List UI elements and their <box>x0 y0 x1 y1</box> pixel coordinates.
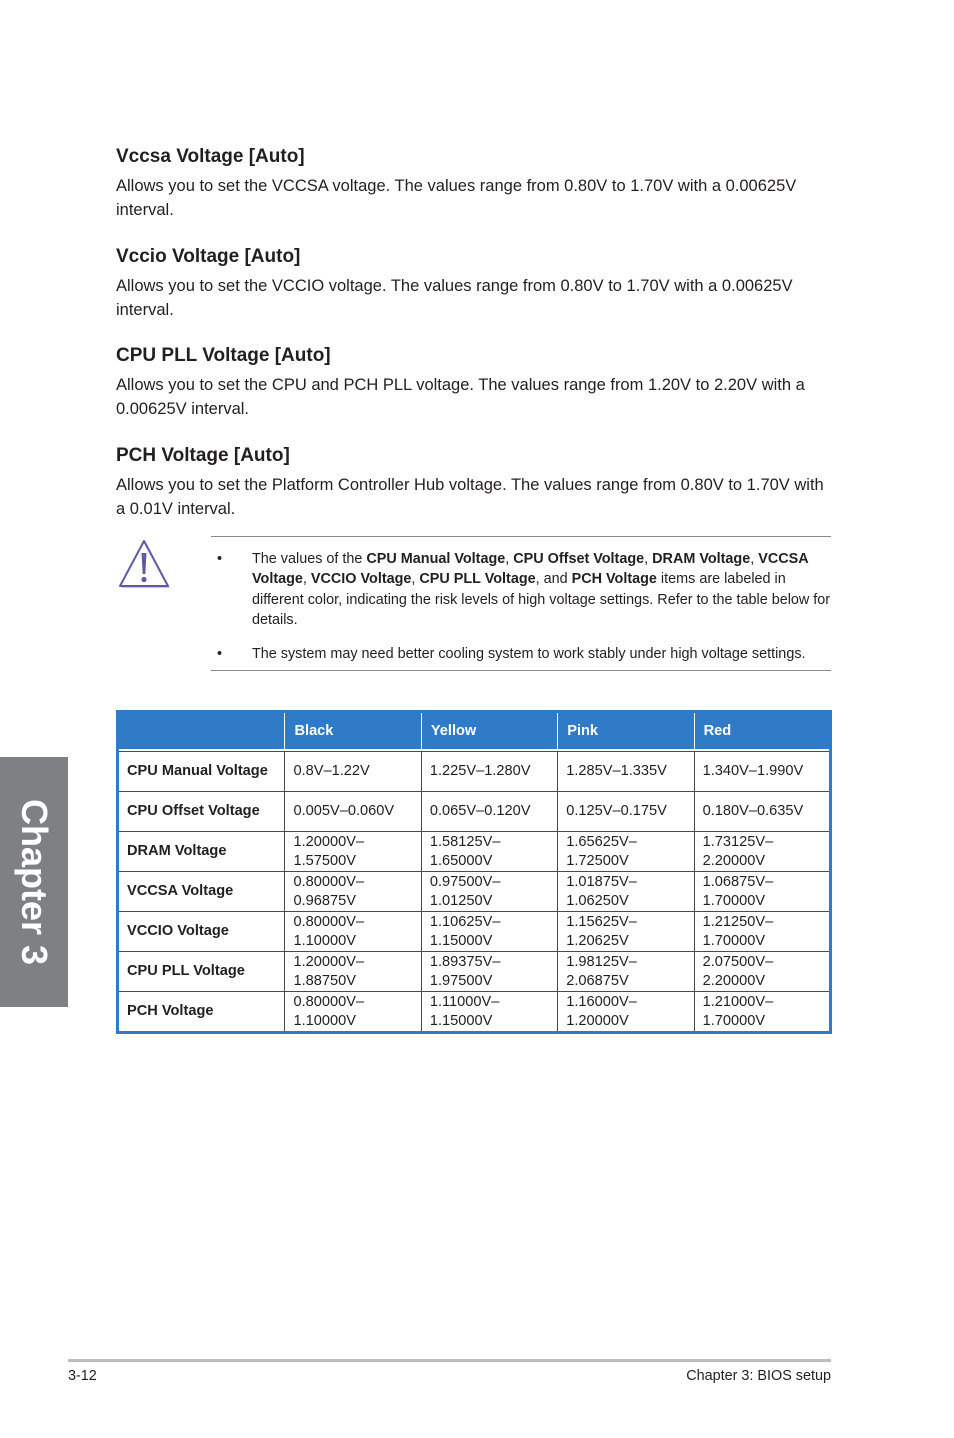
range-end: 0.96875V <box>293 892 356 909</box>
table-cell <box>421 832 557 872</box>
note-text-part: , <box>505 551 514 567</box>
table-cell <box>285 912 421 952</box>
note-bold-term: DRAM Voltage <box>652 551 751 567</box>
range-start: 1.21000V– <box>702 993 774 1010</box>
range-end: 1.72500V <box>566 852 629 869</box>
range-end: 1.06250V <box>566 892 629 909</box>
warning-note <box>211 536 831 671</box>
chapter-side-tab <box>0 757 68 1007</box>
range-end: 2.20000V <box>702 972 766 989</box>
page-number: 3-12 <box>68 1368 97 1384</box>
range-end: 1.70000V <box>702 892 766 909</box>
table-row-cpu-pll-voltage <box>118 952 831 992</box>
section-pch-voltage <box>116 444 832 521</box>
bullet: • <box>217 646 223 662</box>
note-bold-term: VCCSA Voltage <box>252 551 809 588</box>
range-start: 1.11000V– <box>429 993 500 1010</box>
row-name: VCCIO Voltage <box>118 912 285 952</box>
section-vccsa-voltage <box>116 145 832 222</box>
footer-divider <box>68 1359 831 1362</box>
range-end: 1.10000V <box>293 1012 356 1029</box>
range-start: 0.80000V– <box>293 913 365 930</box>
header-cell-empty <box>118 712 285 750</box>
table-cell <box>421 912 557 952</box>
table-cell <box>558 952 694 992</box>
section-vccio-voltage <box>116 245 832 322</box>
range-start: 0.80000V– <box>293 873 365 890</box>
range-start: 1.10625V– <box>429 913 501 930</box>
row-name: CPU Offset Voltage <box>118 792 285 832</box>
section-title: PCH Voltage [Auto] <box>116 445 290 466</box>
table-row-cpu-manual-voltage <box>118 752 831 792</box>
table-cell <box>421 992 557 1033</box>
table-cell <box>285 872 421 912</box>
range-end: 1.15000V <box>429 932 493 949</box>
range-end: 1.57500V <box>293 852 356 869</box>
table-cell: 0.125V–0.175V <box>558 792 694 832</box>
range-end: 1.10000V <box>293 932 356 949</box>
footer-chapter-label: Chapter 3: BIOS setup <box>686 1368 831 1384</box>
table-row-cpu-offset-voltage <box>118 792 831 832</box>
header-cell-red: Red <box>694 712 830 750</box>
note-text-part: , <box>644 551 653 567</box>
table-cell <box>694 912 830 952</box>
table-cell: 0.065V–0.120V <box>421 792 557 832</box>
table-cell: 0.180V–0.635V <box>694 792 830 832</box>
section-description: Allows you to set the Platform Controller Hub voltage. The values range from 0.80V to 1.70V with a 0.01V interval. <box>116 476 824 518</box>
header-cell-pink: Pink <box>558 712 694 750</box>
table-header-row <box>118 712 831 750</box>
range-end: 1.01250V <box>429 892 493 909</box>
header-cell-black: Black <box>285 712 421 750</box>
table-cell <box>558 832 694 872</box>
section-title: Vccio Voltage [Auto] <box>116 246 301 267</box>
table-cell: 0.8V–1.22V <box>285 752 421 792</box>
table-cell: 1.285V–1.335V <box>558 752 694 792</box>
note-text-part: , <box>411 571 420 588</box>
range-start: 1.21250V– <box>702 913 774 930</box>
table-cell <box>558 872 694 912</box>
warning-triangle-icon <box>116 538 172 592</box>
section-title: Vccsa Voltage [Auto] <box>116 146 305 167</box>
range-start: 1.16000V– <box>566 993 637 1010</box>
row-name: VCCSA Voltage <box>118 872 285 912</box>
range-start: 0.80000V– <box>293 993 365 1010</box>
range-start: 1.06875V– <box>702 873 774 890</box>
range-start: 1.73125V– <box>702 833 774 850</box>
chapter-tab-label: Chapter 3 <box>14 798 55 966</box>
section-description: Allows you to set the CPU and PCH PLL voltage. The values range from 1.20V to 2.20V with a 0.00625V interval. <box>116 376 805 418</box>
table-cell <box>694 952 830 992</box>
bullet: • <box>217 551 223 567</box>
table-cell: 1.340V–1.990V <box>694 752 830 792</box>
range-end: 1.70000V <box>702 1012 766 1029</box>
note-bold-term: PCH Voltage <box>571 571 657 588</box>
table-row-vccio-voltage <box>118 912 831 952</box>
table-cell: 0.005V–0.060V <box>285 792 421 832</box>
note-text-part: , <box>302 571 311 588</box>
table-row-vccsa-voltage <box>118 872 831 912</box>
note-text-part: The values of the <box>252 551 367 567</box>
table-cell <box>285 952 421 992</box>
table-row-pch-voltage <box>118 992 831 1033</box>
range-start: 1.98125V– <box>566 953 637 970</box>
table-cell <box>694 992 830 1033</box>
note-text <box>252 549 831 631</box>
range-end: 1.70000V <box>702 932 766 949</box>
note-bold-term: VCCIO Voltage <box>310 571 412 588</box>
table-cell <box>285 832 421 872</box>
table-cell <box>694 872 830 912</box>
range-end: 1.97500V <box>429 972 493 989</box>
range-end: 1.20000V <box>566 1012 629 1029</box>
range-start: 1.15625V– <box>566 913 637 930</box>
row-name: PCH Voltage <box>118 992 285 1033</box>
range-end: 1.88750V <box>293 972 356 989</box>
table-row-dram-voltage <box>118 832 831 872</box>
range-start: 2.07500V– <box>702 953 774 970</box>
section-description: Allows you to set the VCCSA voltage. The values range from 0.80V to 1.70V with a 0.00625V interval. <box>116 177 797 219</box>
table-cell <box>285 992 421 1033</box>
table-cell <box>558 912 694 952</box>
range-end: 1.15000V <box>429 1012 493 1029</box>
range-start: 1.20000V– <box>293 833 365 850</box>
section-title: CPU PLL Voltage [Auto] <box>116 345 331 366</box>
range-start: 0.97500V– <box>429 873 501 890</box>
voltage-risk-table <box>116 710 832 1034</box>
row-name: CPU Manual Voltage <box>118 752 285 792</box>
note-text-part: items are labeled in different color, indicating the risk levels of high voltage settings. Refer to the table below for details. <box>252 571 831 629</box>
range-start: 1.65625V– <box>566 833 637 850</box>
note-text: The system may need better cooling system to work stably under high voltage settings. <box>252 646 806 662</box>
row-name: DRAM Voltage <box>118 832 285 872</box>
row-name: CPU PLL Voltage <box>118 952 285 992</box>
table-cell: 1.225V–1.280V <box>421 752 557 792</box>
note-text-part: , <box>750 551 759 567</box>
note-bold-term: CPU PLL Voltage <box>419 571 536 588</box>
range-end: 1.20625V <box>566 932 629 949</box>
note-text-part: , and <box>535 571 572 588</box>
table-cell <box>694 832 830 872</box>
range-start: 1.89375V– <box>429 953 501 970</box>
table-cell <box>558 992 694 1033</box>
table-cell <box>421 952 557 992</box>
range-start: 1.01875V– <box>566 873 637 890</box>
range-end: 1.65000V <box>429 852 493 869</box>
range-end: 2.20000V <box>702 852 766 869</box>
header-cell-yellow: Yellow <box>421 712 557 750</box>
section-description: Allows you to set the VCCIO voltage. The values range from 0.80V to 1.70V with a 0.00625V interval. <box>116 277 793 319</box>
table-cell <box>421 872 557 912</box>
note-bold-term: CPU Offset Voltage <box>513 551 645 567</box>
note-bold-term: CPU Manual Voltage <box>366 551 506 567</box>
range-start: 1.58125V– <box>429 833 501 850</box>
range-end: 2.06875V <box>566 972 629 989</box>
range-start: 1.20000V– <box>293 953 365 970</box>
section-cpu-pll-voltage <box>116 344 832 421</box>
